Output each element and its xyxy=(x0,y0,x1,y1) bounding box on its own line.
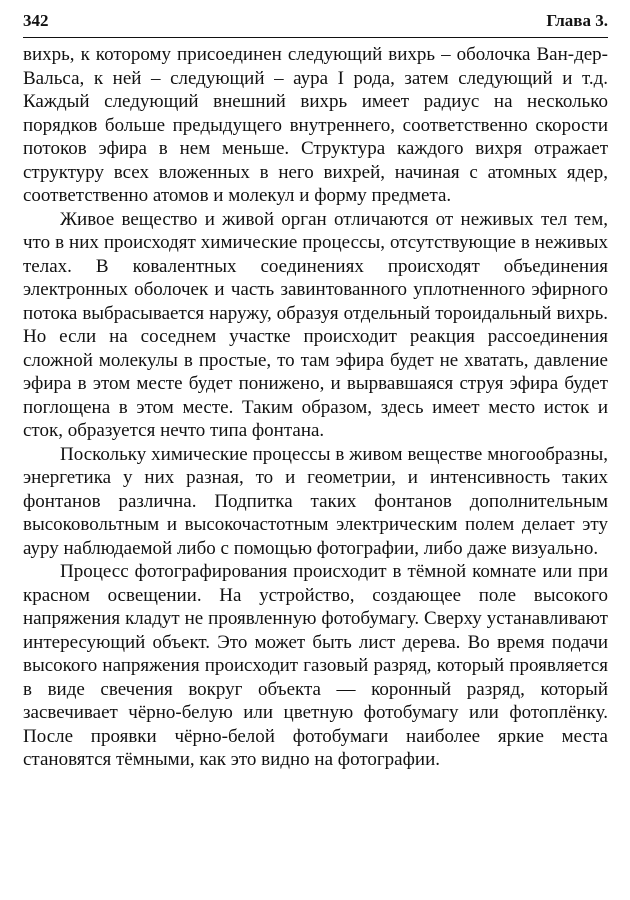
page-number: 342 xyxy=(23,11,49,30)
body-text xyxy=(23,43,608,772)
paragraph-continued: вихрь, к которому присоединен следующий вихрь – оболочка Ван-дер-Вальса, к ней – следующий – аура I рода, затем следующий и т.д. Каждый следующий внешний вихрь имеет радиус на несколько порядков больше предыдущего внутреннего, соответственно скорости потоков эфира в нем меньше. Структура каждого вихря отражает структуру всех вложенных в него вихрей, начиная с атомных ядер, соответственно атомов и молекул и форму предмета. xyxy=(23,44,608,206)
paragraph: Процесс фотографирования происходит в тёмной комнате или при красном освещении. На устройство, создающее поле высокого напряжения кладут не проявленную фотобумагу. Сверху устанавливают интересующий объект. Это может быть лист дерева. Во время подачи высокого напряжения происходит газовый разряд, который проявляется в виде свечения вокруг объекта — коронный разряд, который засвечивает чёрно-белую или цветную фотобумагу или фотоплёнку. После проявки чёрно-белой фотобумаги наиболее яркие места становятся тёмными, как это видно на фотографии. xyxy=(23,561,608,770)
paragraph: Живое вещество и живой орган отличаются от неживых тел тем, что в них происходят химические процессы, отсутствующие в неживых телах. В ковалентных соединениях происходят объединения электронных оболочек и часть завинтованного уплотненного эфирного потока выбрасывается наружу, образуя отдельный тороидальный вихрь. Но если на соседнем участке происходит реакция рассоединения сложной молекулы в простые, то там эфира будет не хватать, давление эфира в этом месте будет понижено, и вырвавшаяся струя эфира будет поглощена в этом месте. Таким образом, здесь имеет место исток и сток, образуется нечто типа фонтана. xyxy=(23,208,608,441)
chapter-title: Глава 3. xyxy=(546,11,608,30)
paragraph: Поскольку химические процессы в живом веществе многообразны, энергетика у них разная, то и геометрии, и интенсивность таких фонтанов различна. Подпитка таких фонтанов дополнительным высоковольтным и высокочастотным электрическим полем делает эту ауру наблюдаемой либо с помощью фотографии, либо даже визуально. xyxy=(23,443,608,559)
running-header xyxy=(23,10,608,38)
